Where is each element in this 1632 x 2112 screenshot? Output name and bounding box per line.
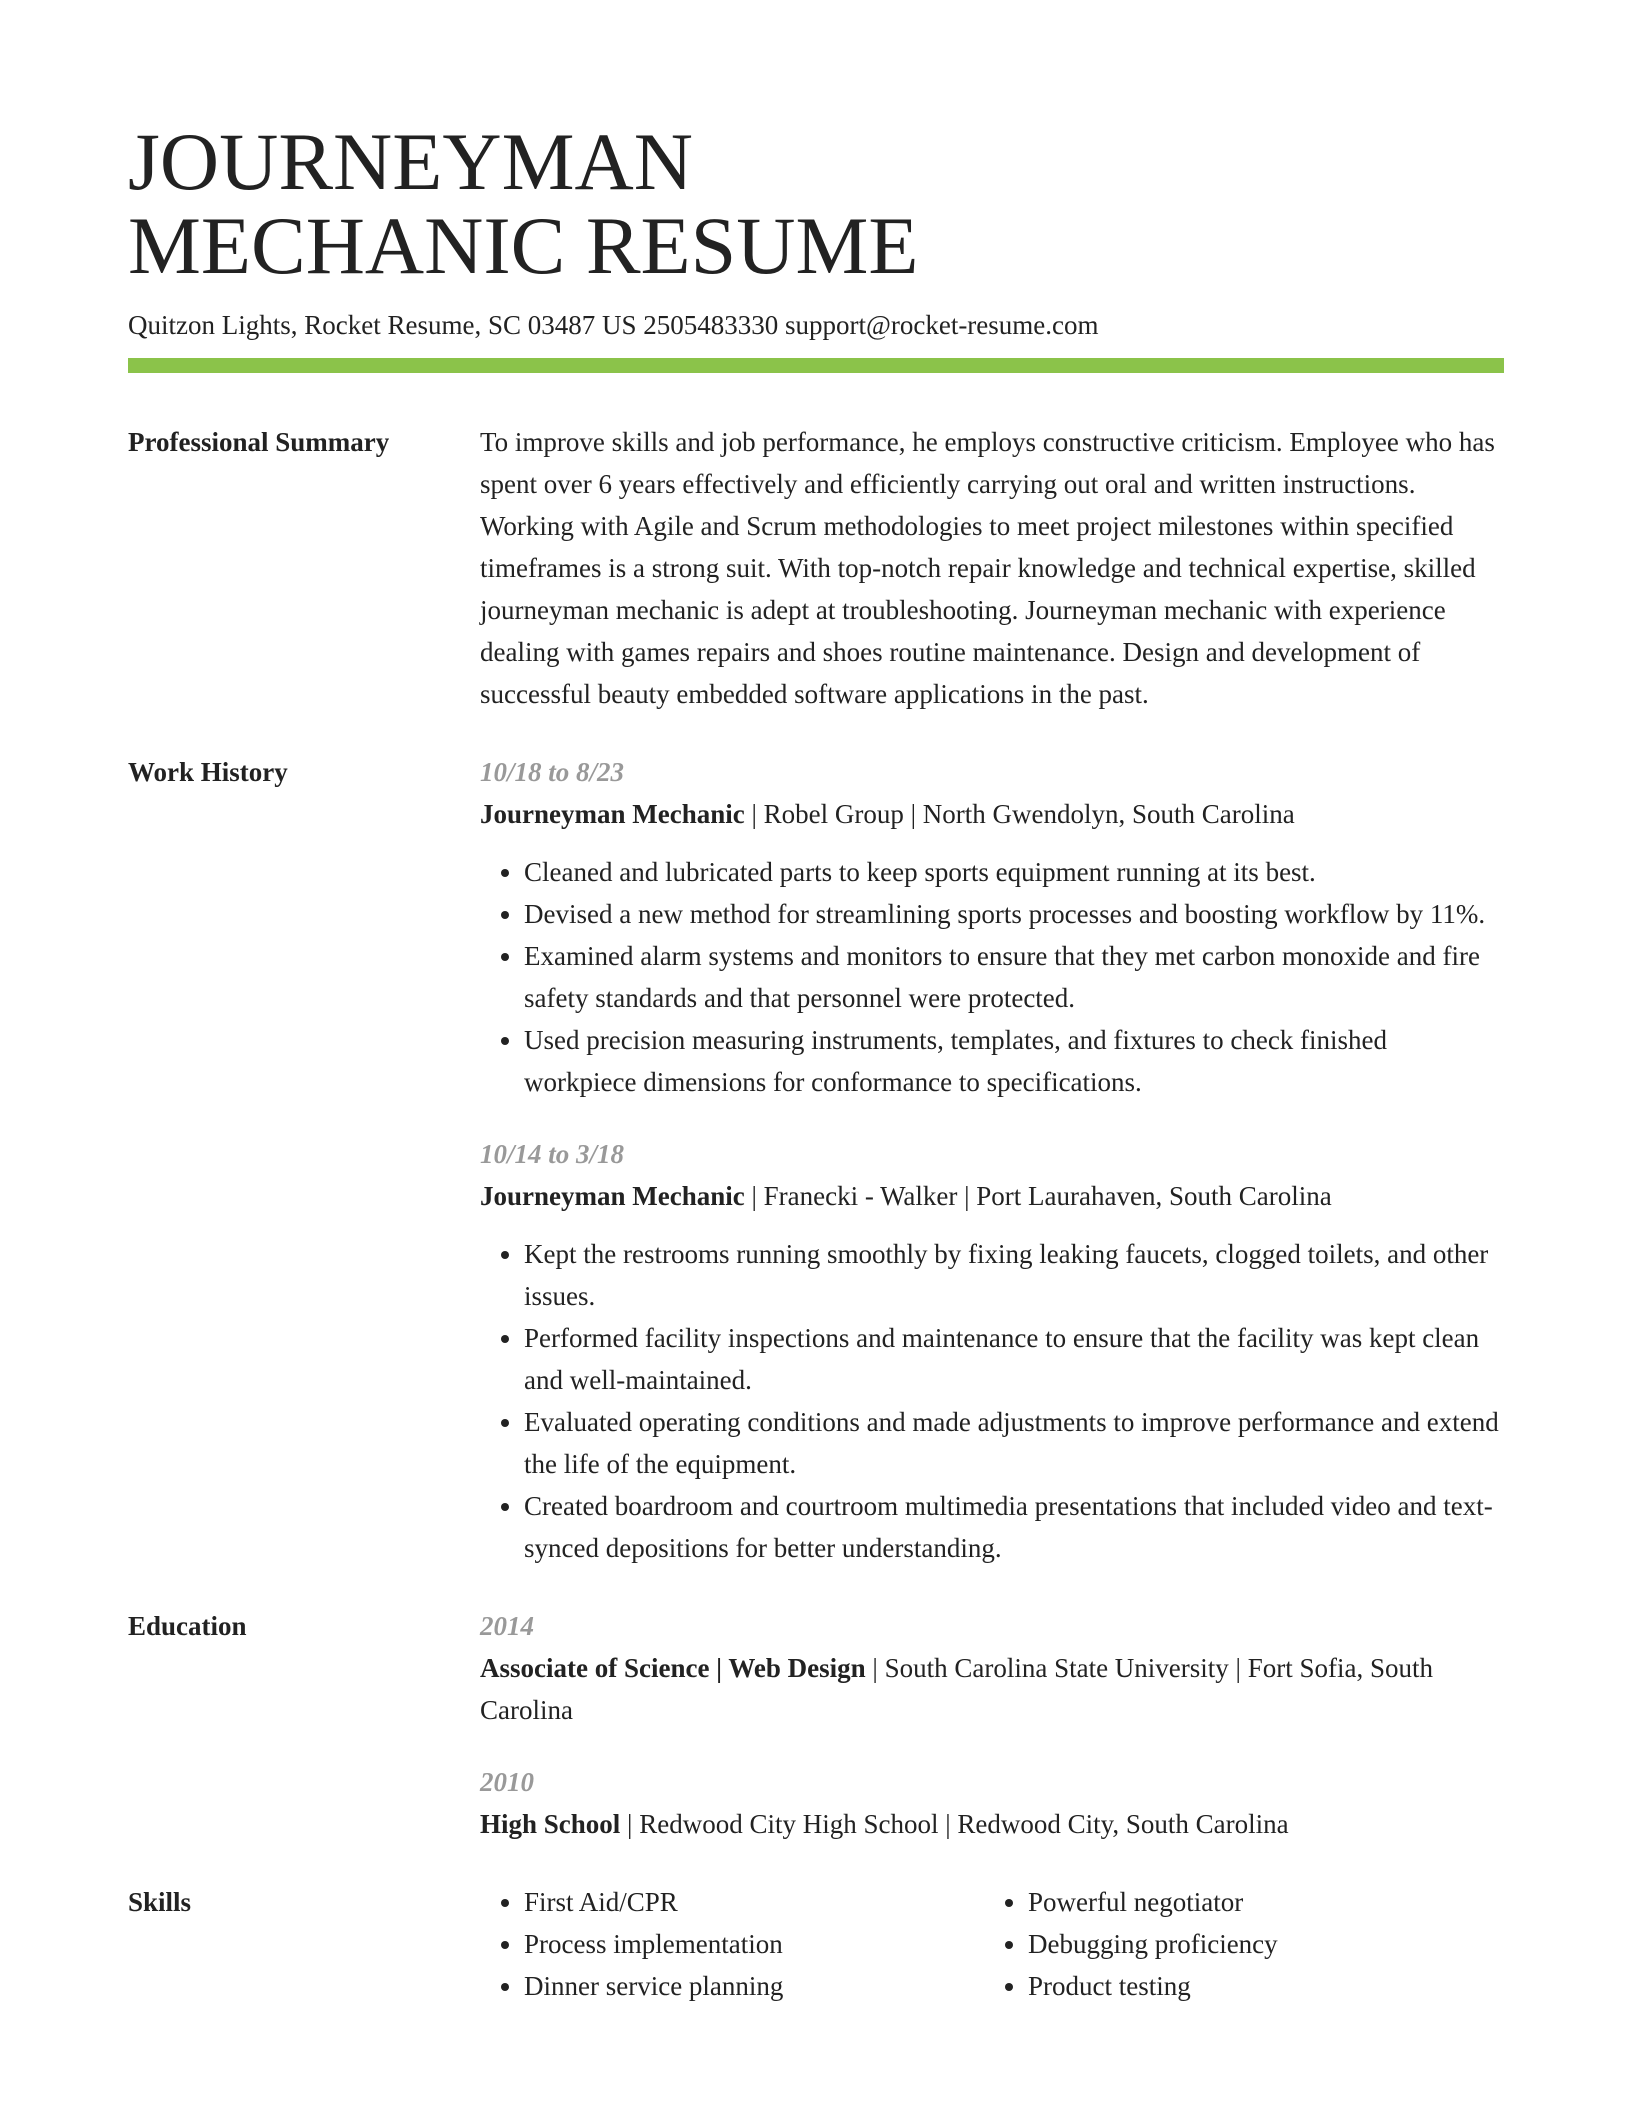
list-item: • Kept the restrooms running smoothly by fixing leaking faucets, clogged toilets, and other issues.: [524, 1233, 1504, 1317]
education-body: [480, 1605, 1504, 1845]
list-item: • Process implementation: [524, 1923, 984, 1965]
job-details: | Franecki - Walker | Port Laurahaven, South Carolina: [744, 1181, 1332, 1211]
job-role-line: [480, 1175, 1504, 1217]
job-role-line: [480, 793, 1504, 835]
list-item: • Devised a new method for streamlining sports processes and boosting workflow by 11%.: [524, 893, 1504, 935]
job-entry: [480, 1133, 1504, 1569]
list-item: • Examined alarm systems and monitors to ensure that they met carbon monoxide and fire safety standards and that personnel were protected.: [524, 935, 1504, 1019]
skills-section: [128, 1881, 1504, 2007]
resume-title: [128, 116, 1504, 291]
list-item: • Used precision measuring instruments, templates, and fixtures to check finished workpiece dimensions for conformance to specifications.: [524, 1019, 1504, 1103]
list-item: • Debugging proficiency: [1028, 1923, 1488, 1965]
education-line: [480, 1803, 1504, 1845]
skills-column-1: [480, 1881, 984, 2007]
list-item: • Evaluated operating conditions and made adjustments to improve performance and extend the life of the equipment.: [524, 1401, 1504, 1485]
education-degree: Associate of Science | Web Design: [480, 1653, 866, 1683]
section-label-skills: Skills: [128, 1887, 192, 1917]
education-year: 2010: [480, 1767, 534, 1797]
title-line-1: JOURNEYMAN: [128, 116, 693, 207]
education-entry: [480, 1605, 1504, 1731]
work-history-section: [128, 751, 1504, 1569]
summary-section: [128, 421, 1504, 715]
education-entry: [480, 1761, 1504, 1845]
section-label-work: Work History: [128, 757, 288, 787]
list-item: • Performed facility inspections and maintenance to ensure that the facility was kept clean and well-maintained.: [524, 1317, 1504, 1401]
job-dates: 10/18 to 8/23: [480, 757, 625, 787]
list-item: • Product testing: [1028, 1965, 1488, 2007]
list-item: • Created boardroom and courtroom multimedia presentations that included video and text-synced depositions for better understanding.: [524, 1485, 1504, 1569]
accent-divider: [128, 358, 1504, 373]
summary-body: [480, 421, 1504, 715]
list-item: • Powerful negotiator: [1028, 1881, 1488, 1923]
section-label-summary: Professional Summary: [128, 427, 390, 457]
summary-text: To improve skills and job performance, he employs constructive criticism. Employee who has spent over 6 years effectively and efficiently carrying out oral and written instructions. Working with Agile and Scrum methodologies to meet project milestones within specified timeframes is a strong suit. With top-notch repair knowledge and technical expertise, skilled journeyman mechanic is adept at troubleshooting. Journeyman mechanic with experience dealing with games repairs and shoes routine maintenance. Design and development of successful beauty embedded software applications in the past.: [480, 427, 1495, 709]
resume-page: [128, 116, 1504, 2007]
job-dates: 10/14 to 3/18: [480, 1139, 625, 1169]
education-year: 2014: [480, 1611, 534, 1641]
education-section: [128, 1605, 1504, 1845]
job-bullets: [480, 1233, 1504, 1569]
contact-info: Quitzon Lights, Rocket Resume, SC 03487 US 2505483330 support@rocket-resume.com: [128, 310, 1099, 340]
job-details: | Robel Group | North Gwendolyn, South Carolina: [744, 799, 1295, 829]
education-details: | South Carolina State University | Fort Sofia, South Carolina: [480, 1653, 1433, 1725]
education-details: | Redwood City High School | Redwood City, South Carolina: [620, 1809, 1289, 1839]
job-title: Journeyman Mechanic: [480, 1181, 745, 1211]
list-item: • Cleaned and lubricated parts to keep sports equipment running at its best.: [524, 851, 1504, 893]
skills-body: [480, 1881, 1504, 2007]
job-bullets: [480, 851, 1504, 1103]
job-title: Journeyman Mechanic: [480, 799, 745, 829]
section-label-education: Education: [128, 1611, 247, 1641]
education-line: [480, 1647, 1504, 1731]
education-degree: High School: [480, 1809, 621, 1839]
list-item: • Dinner service planning: [524, 1965, 984, 2007]
skills-column-2: [984, 1881, 1488, 2007]
work-history-body: [480, 751, 1504, 1569]
title-line-2: MECHANIC RESUME: [128, 200, 919, 291]
job-entry: [480, 751, 1504, 1103]
list-item: • First Aid/CPR: [524, 1881, 984, 1923]
